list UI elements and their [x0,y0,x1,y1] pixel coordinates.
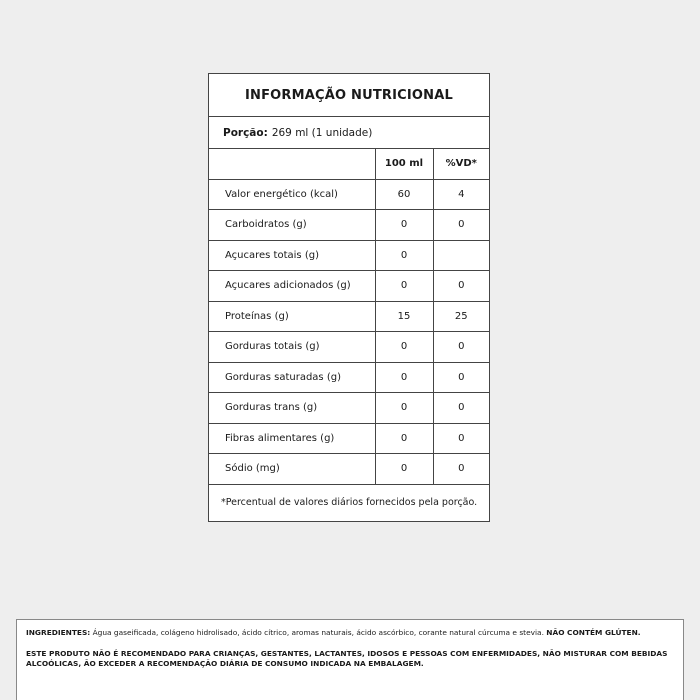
nutrient-per-100ml: 15 [375,301,433,332]
table-row [209,423,489,454]
table-row [209,454,489,485]
nutrient-name: Gorduras totais (g) [209,332,375,363]
nutrient-per-100ml: 0 [375,271,433,302]
nutrient-daily-value: 0 [433,423,489,454]
nutrient-daily-value: 25 [433,301,489,332]
nutrition-facts-label [208,73,490,522]
nutrient-per-100ml: 0 [375,454,433,485]
nutrition-table [209,149,489,485]
nutrient-daily-value: 0 [433,210,489,241]
nutrient-per-100ml: 0 [375,210,433,241]
nutrient-daily-value: 0 [433,393,489,424]
portion-value: 269 ml (1 unidade) [271,126,373,139]
nutrient-name: Proteínas (g) [209,301,375,332]
nutrient-name: Carboidratos (g) [209,210,375,241]
label-title: INFORMAÇÃO NUTRICIONAL [209,74,489,117]
portion-label: Porção: [223,126,268,139]
table-row [209,393,489,424]
ingredients-label: INGREDIENTES: [26,628,91,637]
table-row [209,362,489,393]
nutrient-name: Sódio (mg) [209,454,375,485]
ingredients-panel [16,619,684,700]
nutrient-name: Gorduras trans (g) [209,393,375,424]
nutrient-daily-value: 0 [433,454,489,485]
nutrient-per-100ml: 0 [375,240,433,271]
nutrient-daily-value: 0 [433,362,489,393]
header-daily-value: %VD* [433,149,489,179]
nutrient-per-100ml: 0 [375,362,433,393]
nutrient-daily-value [433,240,489,271]
table-row [209,179,489,210]
portion-row [209,117,489,149]
nutrient-name: Fibras alimentares (g) [209,423,375,454]
table-row [209,301,489,332]
nutrient-per-100ml: 0 [375,423,433,454]
nutrient-daily-value: 4 [433,179,489,210]
ingredients-text [26,628,674,638]
nutrient-name: Gorduras saturadas (g) [209,362,375,393]
nutrient-daily-value: 0 [433,271,489,302]
nutrient-per-100ml: 60 [375,179,433,210]
daily-value-footnote: *Percentual de valores diários fornecidos pela porção. [221,497,478,508]
table-row [209,271,489,302]
table-row [209,210,489,241]
table-row [209,240,489,271]
warning-text: ESTE PRODUTO NÃO É RECOMENDADO PARA CRIANÇAS, GESTANTES, LACTANTES, IDOSOS E PESSOAS COM ENFERMIDADES, NÃO MISTURAR COM BEBIDAS ALCOÓLICAS, ÃO EXCEDER A RECOMENDAÇÃO DIÁRIA DE CONSUMO INDICADA NA EMBALAGEM. [26,649,668,668]
header-per-100ml: 100 ml [375,149,433,179]
gluten-statement: NÃO CONTÉM GLÚTEN. [546,628,641,637]
nutrient-name: Açucares adicionados (g) [209,271,375,302]
nutrient-name: Valor energético (kcal) [209,179,375,210]
table-header-row [209,149,489,179]
nutrient-daily-value: 0 [433,332,489,363]
nutrient-per-100ml: 0 [375,393,433,424]
header-nutrient [209,149,375,179]
nutrient-name: Açucares totais (g) [209,240,375,271]
ingredients-list: Água gaseificada, colágeno hidrolisado, ácido cítrico, aromas naturais, ácido ascórbico, corante natural cúrcuma e stevia. [92,628,544,637]
nutrient-per-100ml: 0 [375,332,433,363]
table-row [209,332,489,363]
